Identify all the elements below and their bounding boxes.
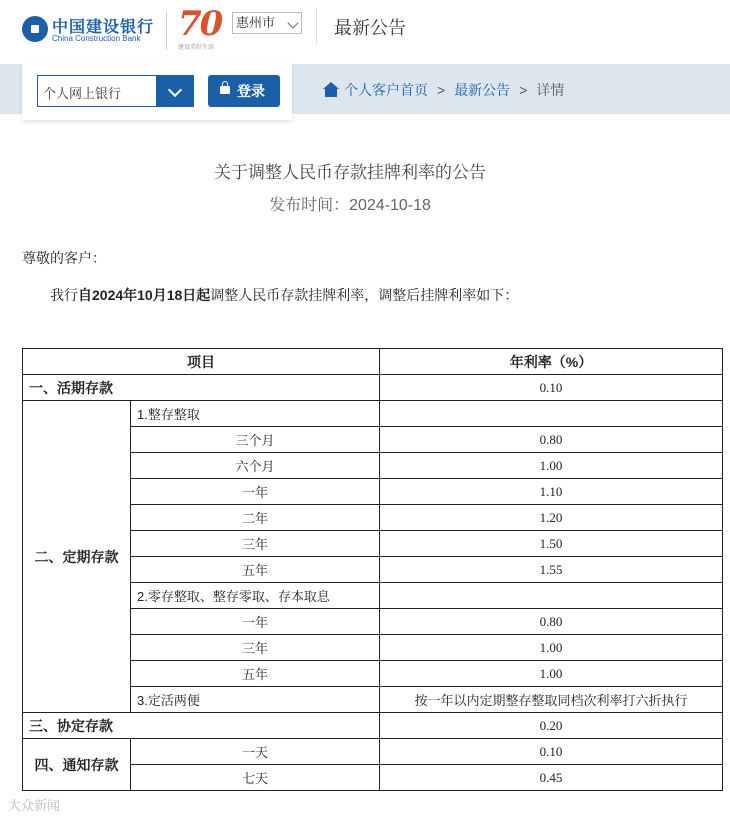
rate-cell: 1.00 bbox=[380, 635, 723, 661]
lump-sum-label: 1.整存整取 bbox=[131, 401, 380, 427]
header-item: 项目 bbox=[23, 349, 380, 375]
intro-pre: 我行 bbox=[50, 287, 78, 303]
table-row bbox=[23, 739, 723, 765]
watermark: 大众新闻 bbox=[8, 798, 61, 813]
banking-type-select[interactable] bbox=[37, 75, 194, 107]
notice-deposit-label: 四、通知存款 bbox=[23, 739, 131, 791]
term-cell: 三个月 bbox=[131, 427, 380, 453]
table-row bbox=[23, 401, 723, 427]
bank-name-en: China Construction Bank bbox=[52, 34, 141, 43]
time-deposit-label: 二、定期存款 bbox=[23, 401, 131, 713]
anniversary-number: 70 bbox=[178, 4, 222, 44]
term-cell: 一年 bbox=[131, 609, 380, 635]
breadcrumb-separator: > bbox=[437, 82, 446, 98]
installment-rate-empty bbox=[380, 583, 723, 609]
breadcrumb-home[interactable]: 个人客户首页 bbox=[344, 82, 428, 98]
breadcrumb-separator: > bbox=[519, 82, 528, 98]
rate-table bbox=[22, 348, 723, 791]
article-greeting: 尊敬的客户： bbox=[22, 250, 106, 266]
rate-cell: 1.00 bbox=[380, 453, 723, 479]
agreement-deposit-label: 三、协定存款 bbox=[23, 713, 380, 739]
term-cell: 一年 bbox=[131, 479, 380, 505]
demand-deposit-label: 一、活期存款 bbox=[23, 375, 380, 401]
anniversary-slogan: 建设美好生活 bbox=[178, 45, 215, 51]
breadcrumb-detail: 详情 bbox=[536, 82, 565, 98]
chevron-down-icon bbox=[168, 83, 182, 97]
bank-name-cn: 中国建设银行 bbox=[52, 19, 155, 36]
term-cell: 一天 bbox=[131, 739, 380, 765]
banking-type-dropdown-button[interactable] bbox=[156, 76, 193, 106]
anniversary-logo bbox=[176, 4, 224, 52]
banking-type-value: 个人网上银行 bbox=[43, 86, 122, 101]
login-panel bbox=[22, 64, 292, 120]
rate-cell: 0.10 bbox=[380, 739, 723, 765]
site-header bbox=[0, 0, 730, 64]
flexible-rate: 按一年以内定期整存整取同档次利率打六折执行 bbox=[380, 687, 723, 713]
intro-effective-date: 自2024年10月18日起 bbox=[78, 287, 211, 303]
term-cell: 七天 bbox=[131, 765, 380, 791]
city-select[interactable] bbox=[232, 12, 302, 34]
breadcrumb-announcements[interactable]: 最新公告 bbox=[454, 82, 511, 98]
breadcrumb bbox=[322, 80, 564, 100]
term-cell: 五年 bbox=[131, 557, 380, 583]
demand-deposit-rate: 0.10 bbox=[380, 375, 723, 401]
table-row bbox=[23, 713, 723, 739]
lock-icon bbox=[220, 86, 230, 94]
term-cell: 二年 bbox=[131, 505, 380, 531]
city-select-value: 惠州市 bbox=[236, 15, 276, 30]
chevron-down-icon bbox=[287, 17, 298, 28]
rate-cell: 1.50 bbox=[380, 531, 723, 557]
article-date: 发布时间：2024-10-18 bbox=[269, 197, 431, 214]
term-cell: 六个月 bbox=[131, 453, 380, 479]
header-rate: 年利率（%） bbox=[380, 349, 723, 375]
ccb-logo-icon bbox=[22, 16, 48, 42]
rate-cell: 0.80 bbox=[380, 609, 723, 635]
rate-cell: 1.00 bbox=[380, 661, 723, 687]
bank-logo[interactable] bbox=[22, 13, 172, 47]
article-title: 关于调整人民币存款挂牌利率的公告 bbox=[214, 163, 486, 182]
article-intro bbox=[50, 285, 518, 305]
rate-cell: 1.20 bbox=[380, 505, 723, 531]
term-cell: 三年 bbox=[131, 635, 380, 661]
home-icon[interactable] bbox=[322, 82, 340, 98]
login-button[interactable] bbox=[208, 75, 280, 107]
agreement-deposit-rate: 0.20 bbox=[380, 713, 723, 739]
term-cell: 五年 bbox=[131, 661, 380, 687]
rate-cell: 1.55 bbox=[380, 557, 723, 583]
rate-cell: 0.80 bbox=[380, 427, 723, 453]
rate-cell: 1.10 bbox=[380, 479, 723, 505]
section-title: 最新公告 bbox=[334, 18, 406, 38]
lump-sum-rate-empty bbox=[380, 401, 723, 427]
rate-cell: 0.45 bbox=[380, 765, 723, 791]
login-button-label: 登录 bbox=[237, 83, 265, 99]
flexible-label: 3.定活两便 bbox=[131, 687, 380, 713]
table-header-row bbox=[23, 349, 723, 375]
intro-post: 调整人民币存款挂牌利率，调整后挂牌利率如下： bbox=[210, 287, 519, 303]
header-divider bbox=[166, 12, 167, 50]
term-cell: 三年 bbox=[131, 531, 380, 557]
header-divider-2 bbox=[316, 8, 317, 44]
installment-label: 2.零存整取、整存零取、存本取息 bbox=[131, 583, 380, 609]
table-row bbox=[23, 375, 723, 401]
